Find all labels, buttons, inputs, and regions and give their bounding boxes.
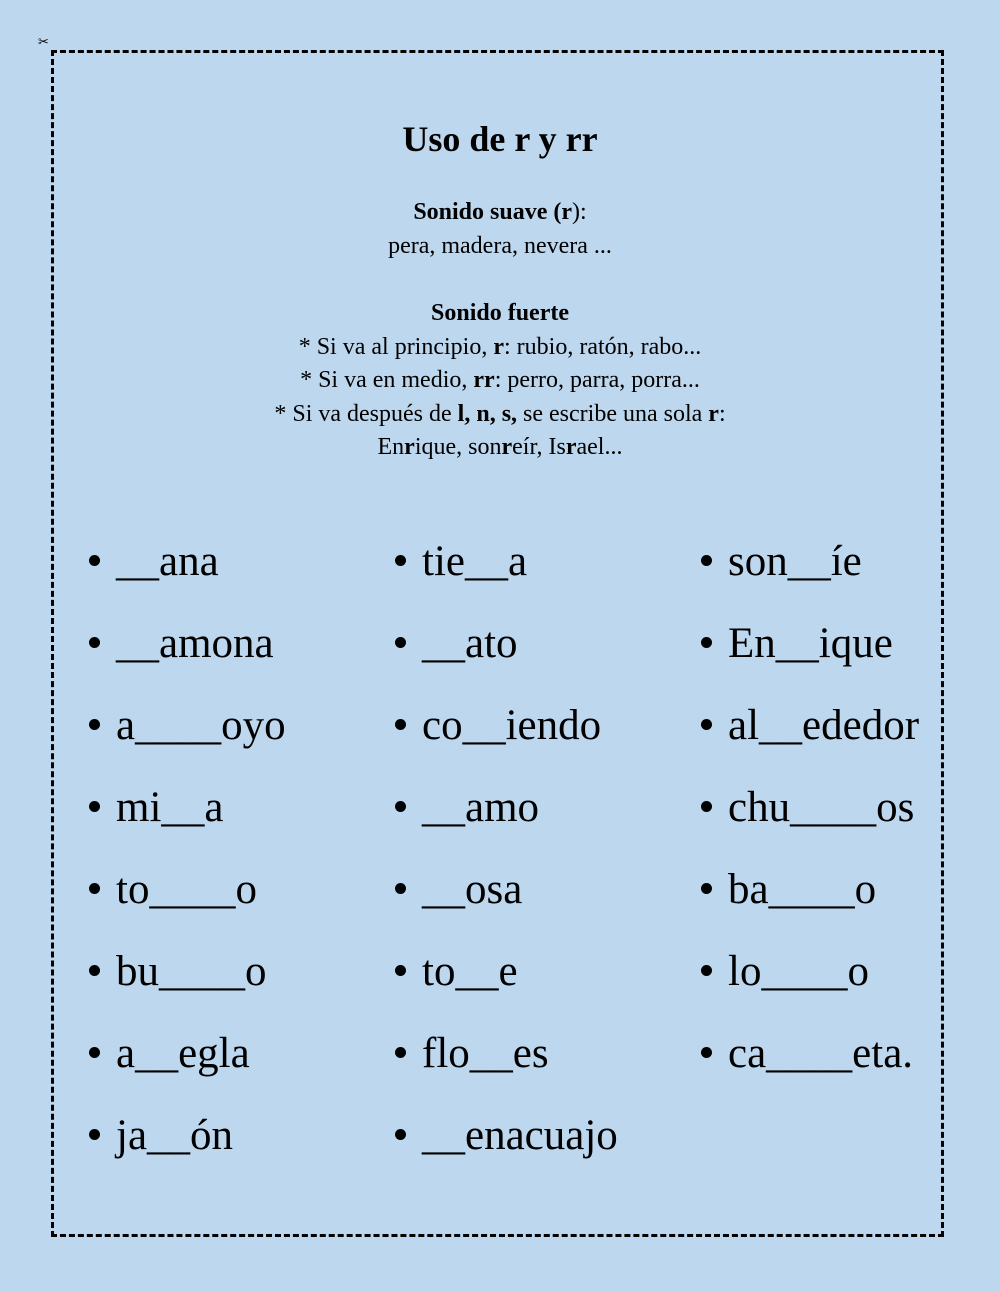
strong-sound-section — [0, 297, 1000, 465]
exercise-word — [395, 537, 527, 587]
bullet-icon — [395, 883, 406, 894]
exercise-word — [89, 783, 223, 833]
scissors-icon: ✂ — [38, 35, 49, 50]
exercise-word-text: a__egla — [116, 1030, 250, 1077]
exercise-word — [89, 537, 219, 587]
exercise-word — [701, 783, 914, 833]
exercise-word-text: En__ique — [728, 620, 893, 667]
soft-sound-examples: pera, madera, nevera ... — [388, 232, 612, 259]
bullet-icon — [701, 637, 712, 648]
bullet-icon — [395, 637, 406, 648]
exercise-word — [89, 947, 267, 997]
bullet-icon — [89, 965, 100, 976]
exercise-word-text: son__íe — [728, 538, 862, 585]
bullet-icon — [701, 719, 712, 730]
exercise-word-text: lo____o — [728, 948, 869, 995]
bullet-icon — [89, 637, 100, 648]
bullet-icon — [89, 719, 100, 730]
exercise-word-text: __ato — [422, 620, 518, 667]
exercise-word-text: to____o — [116, 866, 257, 913]
bullet-icon — [395, 801, 406, 812]
exercise-word-text: __amona — [116, 620, 274, 667]
exercise-word-text: ba____o — [728, 866, 877, 913]
exercise-word — [89, 701, 286, 751]
exercise-word-text: ja__ón — [116, 1112, 234, 1159]
exercise-word-text: ca____eta. — [728, 1030, 914, 1077]
exercise-word — [395, 865, 522, 915]
bullet-icon — [701, 965, 712, 976]
bullet-icon — [395, 719, 406, 730]
exercise-word — [701, 619, 893, 669]
soft-sound-heading: Sonido suave (r): — [413, 199, 587, 225]
bullet-icon — [395, 555, 406, 566]
bullet-icon — [395, 1047, 406, 1058]
exercise-word — [89, 1111, 233, 1161]
exercise-word — [395, 783, 539, 833]
exercise-word-text: mi__a — [116, 784, 224, 831]
exercise-word — [395, 947, 518, 997]
exercise-word — [89, 619, 274, 669]
bullet-icon — [89, 883, 100, 894]
rule-middle: * Si va en medio, rr: perro, parra, porra... — [300, 367, 700, 393]
exercise-word-text: to__e — [422, 948, 518, 995]
exercise-word — [701, 1029, 913, 1079]
exercise-word — [701, 537, 862, 587]
strong-sound-heading: Sonido fuerte — [431, 300, 569, 326]
bullet-icon — [701, 555, 712, 566]
soft-sound-section — [0, 196, 1000, 263]
exercise-word-text: tie__a — [422, 538, 528, 585]
exercise-word — [701, 701, 919, 751]
exercise-word-text: __osa — [422, 866, 523, 913]
exercise-word-text: __enacuajo — [422, 1112, 618, 1159]
exercise-word — [395, 701, 601, 751]
exercise-word-text: bu____o — [116, 948, 267, 995]
exercise-word — [395, 619, 518, 669]
exercise-word — [395, 1029, 549, 1079]
bullet-icon — [89, 1129, 100, 1140]
bullet-icon — [701, 801, 712, 812]
exercise-word — [89, 865, 257, 915]
rule-after-lns: * Si va después de l, n, s, se escribe una sola r: — [274, 400, 726, 427]
exercise-word-text: chu____os — [728, 784, 915, 831]
bullet-icon — [701, 1047, 712, 1058]
bullet-icon — [89, 1047, 100, 1058]
rule-initial: * Si va al principio, r: rubio, ratón, rabo... — [298, 333, 702, 360]
exercise-word — [395, 1111, 618, 1161]
exercise-word-text: a____oyo — [116, 702, 286, 749]
bullet-icon — [701, 883, 712, 894]
bullet-icon — [395, 1129, 406, 1140]
page-title: Uso de r y rr — [402, 119, 598, 159]
exercise-word — [701, 947, 869, 997]
exercise-word — [701, 865, 876, 915]
bullet-icon — [89, 801, 100, 812]
exercise-word-text: flo__es — [422, 1030, 549, 1077]
rule-after-lns-examples: Enrique, sonreír, Israel... — [377, 434, 623, 460]
exercise-word-text: co__iendo — [422, 702, 602, 749]
bullet-icon — [395, 965, 406, 976]
exercise-word-text: __ana — [116, 538, 219, 585]
bullet-icon — [89, 555, 100, 566]
exercise-word-text: al__ededor — [728, 702, 920, 749]
exercise-word — [89, 1029, 250, 1079]
exercise-word-text: __amo — [422, 784, 540, 831]
